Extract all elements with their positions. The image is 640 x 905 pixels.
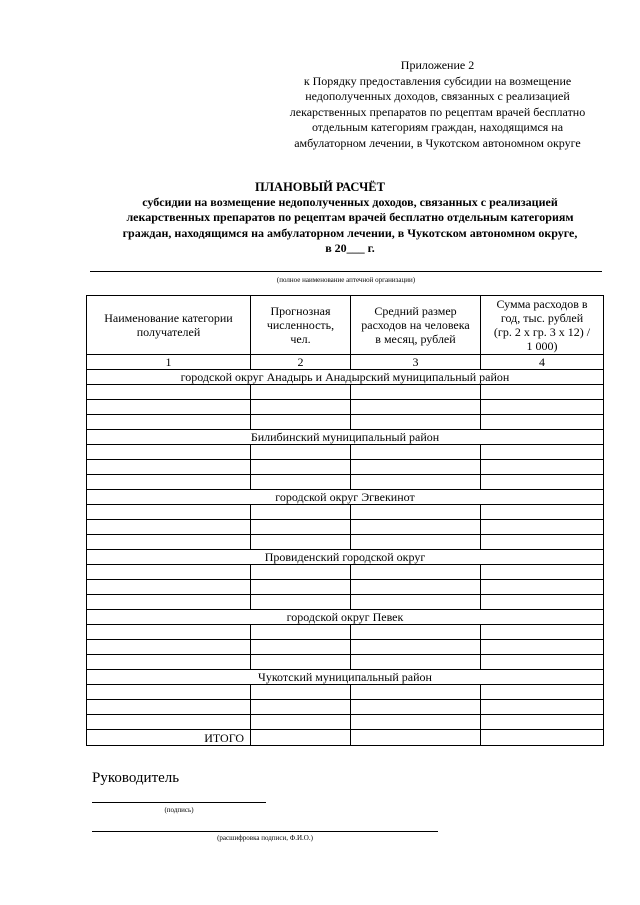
table-row [87, 520, 604, 535]
table-cell[interactable] [351, 505, 481, 520]
table-cell[interactable] [481, 580, 604, 595]
table-cell[interactable] [87, 685, 251, 700]
table-cell[interactable] [351, 580, 481, 595]
table-cell[interactable] [87, 505, 251, 520]
table-cell[interactable] [481, 400, 604, 415]
table-cell[interactable] [251, 625, 351, 640]
table-row [87, 625, 604, 640]
header-sum [481, 296, 604, 355]
table-row [87, 400, 604, 415]
region-row [87, 550, 604, 565]
table-cell[interactable] [351, 700, 481, 715]
column-number: 2 [251, 355, 351, 370]
table-cell[interactable] [481, 565, 604, 580]
table-cell[interactable] [251, 520, 351, 535]
organization-caption: (полное наименование аптечной организации) [276, 276, 416, 284]
header-average [351, 296, 481, 355]
region-row [87, 670, 604, 685]
region-row [87, 430, 604, 445]
table-cell[interactable] [481, 655, 604, 670]
region-name: Провиденский городской округ [87, 550, 604, 565]
subtitle-line: в 20___ г. [325, 240, 375, 255]
table-cell[interactable] [351, 415, 481, 430]
header-category [87, 296, 251, 355]
appendix-line: недополученных доходов, связанных с реализацией [305, 89, 570, 103]
header-line: Средний размер [374, 304, 457, 318]
column-number: 1 [87, 355, 251, 370]
table-cell[interactable] [481, 535, 604, 550]
table-cell[interactable] [351, 520, 481, 535]
leader-label: Руководитель [92, 770, 180, 786]
table-cell[interactable] [481, 385, 604, 400]
table-cell[interactable] [87, 625, 251, 640]
table-cell[interactable] [481, 475, 604, 490]
table-cell[interactable] [87, 580, 251, 595]
subtitle-line: субсидии на возмещение недополученных доходов, связанных с реализацией [142, 195, 558, 209]
table-cell[interactable] [251, 415, 351, 430]
signature-decode-caption: (расшифровка подписи, Ф.И.О.) [217, 834, 313, 842]
table-row [87, 580, 604, 595]
appendix-line: амбулаторном лечении, в Чукотском автономном округе [294, 135, 581, 150]
table-row [87, 565, 604, 580]
table-cell[interactable] [251, 475, 351, 490]
table-cell[interactable] [251, 445, 351, 460]
organization-name-line[interactable] [90, 271, 602, 272]
table-row [87, 445, 604, 460]
table-cell[interactable] [351, 655, 481, 670]
total-label: ИТОГО [87, 730, 251, 746]
table-row [87, 505, 604, 520]
table-row [87, 385, 604, 400]
table-row [87, 655, 604, 670]
appendix-line: лекарственных препаратов по рецептам врачей бесплатно [289, 104, 586, 119]
table-cell[interactable] [481, 640, 604, 655]
table-row [87, 595, 604, 610]
header-line: Сумма расходов в [496, 297, 588, 311]
region-name: городской округ Певек [87, 610, 604, 625]
table-cell[interactable] [351, 445, 481, 460]
table-row [87, 700, 604, 715]
table-cell[interactable] [251, 565, 351, 580]
table-cell[interactable] [481, 460, 604, 475]
table-cell[interactable] [481, 445, 604, 460]
table-cell[interactable] [251, 580, 351, 595]
signature-decode-line[interactable] [92, 831, 438, 832]
header-line: численность, [266, 318, 335, 332]
appendix-line: отдельным категориям граждан, находящимся на [311, 120, 564, 134]
table-row [87, 715, 604, 730]
total-cell[interactable] [481, 730, 604, 746]
table-cell[interactable] [481, 415, 604, 430]
table-cell[interactable] [481, 715, 604, 730]
appendix-line: Приложение 2 [400, 58, 475, 72]
table-cell[interactable] [87, 595, 251, 610]
table-cell[interactable] [87, 400, 251, 415]
signature-line[interactable] [92, 802, 266, 803]
table-row [87, 685, 604, 700]
table-cell[interactable] [251, 505, 351, 520]
table-row [87, 460, 604, 475]
region-row [87, 610, 604, 625]
table-cell[interactable] [251, 535, 351, 550]
column-number-row [87, 355, 604, 370]
table-cell[interactable] [481, 505, 604, 520]
header-line: Прогнозная [270, 304, 331, 318]
table-cell[interactable] [351, 475, 481, 490]
region-name: городской округ Эгвекинот [87, 490, 604, 505]
header-line: в месяц, рублей [375, 332, 456, 346]
table-row [87, 415, 604, 430]
header-count [251, 296, 351, 355]
total-cell[interactable] [251, 730, 351, 746]
calculation-table [86, 295, 604, 746]
region-name: городской округ Анадырь и Анадырский муниципальный район [87, 370, 604, 385]
total-cell[interactable] [351, 730, 481, 746]
table-cell[interactable] [251, 400, 351, 415]
appendix-block [270, 58, 605, 151]
table-cell[interactable] [87, 655, 251, 670]
table-cell[interactable] [87, 520, 251, 535]
region-name: Билибинский муниципальный район [87, 430, 604, 445]
region-row [87, 370, 604, 385]
appendix-line: к Порядку предоставления субсидии на возмещение [303, 73, 572, 88]
table-cell[interactable] [251, 595, 351, 610]
table-cell[interactable] [351, 535, 481, 550]
table-cell[interactable] [351, 385, 481, 400]
table-row [87, 535, 604, 550]
table-row [87, 475, 604, 490]
table-cell[interactable] [87, 385, 251, 400]
table-cell[interactable] [351, 565, 481, 580]
table-cell[interactable] [87, 700, 251, 715]
table-cell[interactable] [351, 685, 481, 700]
table-cell[interactable] [87, 640, 251, 655]
table-cell[interactable] [481, 700, 604, 715]
column-number: 3 [351, 355, 481, 370]
table-cell[interactable] [87, 445, 251, 460]
subtitle-line: граждан, находящимся на амбулаторном лечении, в Чукотском автономном округе, [122, 225, 578, 240]
table-cell[interactable] [251, 700, 351, 715]
table-cell[interactable] [481, 520, 604, 535]
document-subtitle [95, 195, 605, 256]
table-row [87, 640, 604, 655]
table-cell[interactable] [481, 625, 604, 640]
region-name: Чукотский муниципальный район [87, 670, 604, 685]
header-line: год, тыс. рублей [500, 311, 584, 325]
header-line: чел. [290, 332, 311, 346]
table-cell[interactable] [481, 685, 604, 700]
table-cell[interactable] [251, 715, 351, 730]
header-line: Наименование категории [104, 311, 233, 325]
signature-caption: (подпись) [164, 806, 194, 814]
table-cell[interactable] [87, 535, 251, 550]
table-cell[interactable] [351, 625, 481, 640]
table-cell[interactable] [87, 415, 251, 430]
table-cell[interactable] [351, 595, 481, 610]
table-cell[interactable] [351, 640, 481, 655]
region-row [87, 490, 604, 505]
header-line: получателей [136, 325, 201, 339]
table-cell[interactable] [351, 460, 481, 475]
header-line: расходов на человека [361, 318, 470, 332]
table-cell[interactable] [251, 685, 351, 700]
table-cell[interactable] [87, 715, 251, 730]
table-cell[interactable] [251, 385, 351, 400]
table-cell[interactable] [481, 595, 604, 610]
table-cell[interactable] [251, 640, 351, 655]
header-line: 1 000) [526, 339, 558, 353]
table-cell[interactable] [251, 655, 351, 670]
subtitle-line: лекарственных препаратов по рецептам врачей бесплатно отдельным категориям [126, 210, 574, 225]
header-line: (гр. 2 х гр. 3 х 12) / [493, 325, 591, 339]
column-number: 4 [481, 355, 604, 370]
table-cell[interactable] [87, 460, 251, 475]
table-cell[interactable] [351, 400, 481, 415]
table-header-row [87, 296, 604, 355]
total-row [87, 730, 604, 746]
table-cell[interactable] [87, 475, 251, 490]
table-cell[interactable] [87, 565, 251, 580]
table-cell[interactable] [251, 460, 351, 475]
document-title: ПЛАНОВЫЙ РАСЧЁТ [255, 180, 385, 194]
table-cell[interactable] [351, 715, 481, 730]
